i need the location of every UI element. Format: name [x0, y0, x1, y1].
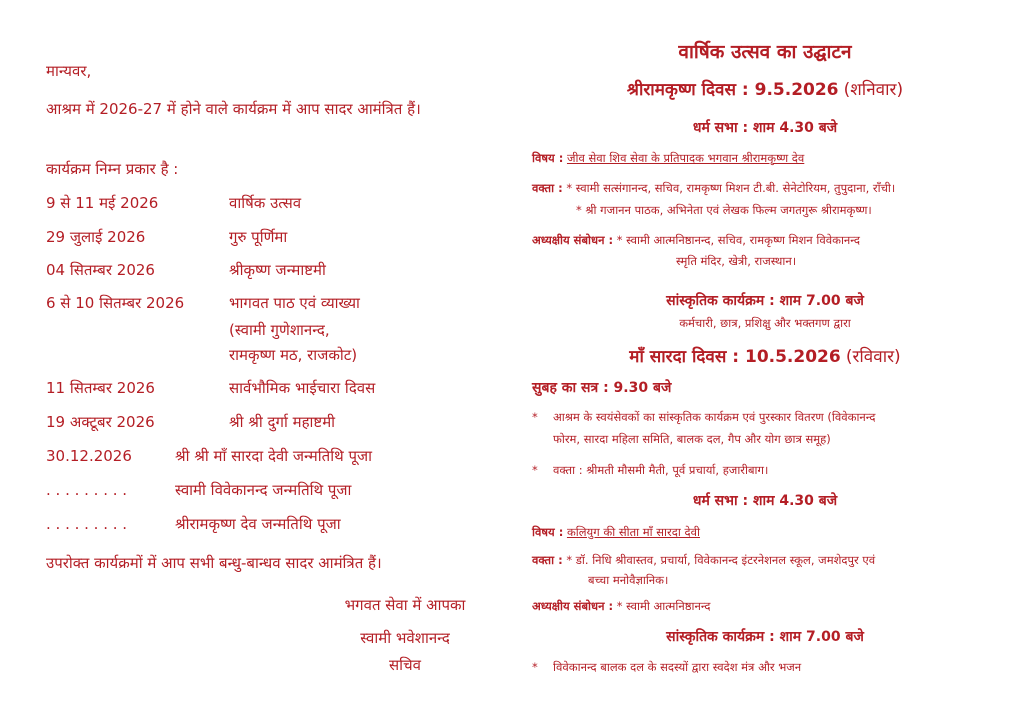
speaker-label: वक्ता : — [532, 553, 563, 567]
day2-sabha-heading: धर्म सभा : शाम 4.30 बजे — [692, 493, 838, 509]
day2-cultural-heading: सांस्कृतिक कार्यक्रम : शाम 7.00 बजे — [666, 629, 864, 645]
day2-presidential — [532, 598, 711, 614]
bullet: * — [532, 660, 538, 674]
day2-morning-heading: सुबह का सत्र : 9.30 बजे — [532, 380, 672, 396]
schedule-date: 6 से 10 सितम्बर 2026 — [46, 294, 185, 312]
day2-cultural-item: विवेकानन्द बालक दल के सदस्यों द्वारा स्वदेश मंत्र और भजन — [553, 660, 802, 674]
bullet: * — [532, 463, 538, 477]
day2-item-1: आश्रम के स्वयंसेवकों का सांस्कृतिक कार्यक्रम एवं पुरस्कार वितरण (विवेकानन्द — [553, 410, 876, 424]
schedule-event: स्वामी विवेकानन्द जन्मतिथि पूजा — [175, 481, 352, 499]
schedule-date: . . . . . . . . . — [46, 481, 128, 499]
signoff: भगवत सेवा में आपका — [344, 596, 466, 614]
program-heading: कार्यक्रम निम्न प्रकार है : — [46, 160, 179, 178]
day1-presidential — [532, 232, 860, 248]
day2-heading — [530, 344, 1000, 367]
schedule-event-detail: (स्वामी गुणेशानन्द, — [229, 321, 330, 339]
day2-title: माँ सारदा दिवस : 10.5.2026 — [629, 347, 841, 367]
subject-text: कलियुग की सीता माँ सारदा देवी — [566, 525, 700, 539]
day1-sabha-heading: धर्म सभा : शाम 4.30 बजे — [692, 120, 838, 136]
schedule-event: वार्षिक उत्सव — [229, 194, 302, 212]
schedule-date: 04 सितम्बर 2026 — [46, 261, 155, 279]
speaker-text: * स्वामी सत्संगानन्द, सचिव, रामकृष्ण मिशन टी.बी. सेनेटोरियम, तुपुदाना, राँची। — [566, 181, 896, 195]
closing-line: उपरोक्त कार्यक्रमों में आप सभी बन्धु-बान्धव सादर आमंत्रित हैं। — [46, 554, 382, 572]
day1-presidential-2: स्मृति मंदिर, खेत्री, राजस्थान। — [676, 254, 797, 268]
day1-title: श्रीरामकृष्ण दिवस : 9.5.2026 — [626, 80, 839, 100]
day2-speakers — [532, 552, 875, 568]
speaker-text: * डॉ. निधि श्रीवास्तव, प्रचार्या, विवेकानन्द इंटरनेशनल स्कूल, जमशेदपुर एवं — [566, 553, 876, 567]
speaker-label: वक्ता : — [532, 181, 563, 195]
day2-item-2: वक्ता : श्रीमती मौसमी मैती, पूर्व प्रचार्या, हजारीबाग। — [553, 463, 769, 477]
schedule-date: 11 सितम्बर 2026 — [46, 379, 155, 397]
schedule-date: 29 जुलाई 2026 — [46, 228, 146, 246]
day2-item-1-cont: फोरम, सारदा महिला समिति, बालक दल, गैप और योग छात्र समूह) — [553, 432, 831, 446]
presidential-text: * स्वामी आत्मनिष्ठानन्द, सचिव, रामकृष्ण मिशन विवेकानन्द — [616, 233, 860, 247]
schedule-event: सार्वभौमिक भाईचारा दिवस — [229, 379, 376, 397]
day1-cultural-by: कर्मचारी, छात्र, प्रशिक्षु और भक्तगण द्वारा — [679, 316, 851, 330]
day1-weekday: (शनिवार) — [843, 80, 904, 100]
day1-speaker-2: * श्री गजानन पाठक, अभिनेता एवं लेखक फिल्म जगतगुरू श्रीरामकृष्ण। — [576, 203, 872, 217]
schedule-event: श्रीरामकृष्ण देव जन्मतिथि पूजा — [175, 515, 341, 533]
subject-label: विषय : — [532, 151, 564, 165]
day1-subject — [532, 150, 804, 166]
salutation: मान्यवर, — [46, 62, 92, 80]
schedule-event-detail: रामकृष्ण मठ, राजकोट) — [229, 346, 358, 364]
bullet: * — [532, 410, 538, 424]
subject-text: जीव सेवा शिव सेवा के प्रतिपादक भगवान श्रीरामकृष्ण देव — [566, 151, 805, 165]
schedule-event: गुरु पूर्णिमा — [229, 228, 288, 246]
schedule-date: 30.12.2026 — [46, 447, 132, 465]
presidential-text: * स्वामी आत्मनिष्ठानन्द — [616, 599, 711, 613]
presidential-label: अध्यक्षीय संबोधन : — [532, 599, 614, 613]
day1-cultural-heading: सांस्कृतिक कार्यक्रम : शाम 7.00 बजे — [666, 293, 864, 309]
schedule-event: श्रीकृष्ण जन्माष्टमी — [229, 261, 326, 279]
day2-speaker-cont: बच्चा मनोवैज्ञानिक। — [588, 573, 669, 587]
schedule-date: 9 से 11 मई 2026 — [46, 194, 159, 212]
subject-label: विषय : — [532, 525, 564, 539]
signatory-designation: सचिव — [389, 656, 421, 674]
schedule-date: . . . . . . . . . — [46, 515, 128, 533]
presidential-label: अध्यक्षीय संबोधन : — [532, 233, 614, 247]
schedule-event: श्री श्री माँ सारदा देवी जन्मतिथि पूजा — [175, 447, 372, 465]
schedule-event: श्री श्री दुर्गा महाष्टमी — [229, 413, 336, 431]
day2-weekday: (रविवार) — [845, 347, 901, 367]
day2-subject — [532, 524, 700, 540]
schedule-event: भागवत पाठ एवं व्याख्या — [229, 294, 360, 312]
main-title: वार्षिक उत्सव का उद्घाटन — [678, 41, 852, 63]
day1-speakers — [532, 180, 895, 196]
schedule-date: 19 अक्टूबर 2026 — [46, 413, 155, 431]
day1-heading — [530, 77, 1000, 100]
signatory-name: स्वामी भवेशानन्द — [360, 629, 450, 647]
invitation-intro: आश्रम में 2026-27 में होने वाले कार्यक्रम में आप सादर आमंत्रित हैं। — [46, 100, 421, 118]
